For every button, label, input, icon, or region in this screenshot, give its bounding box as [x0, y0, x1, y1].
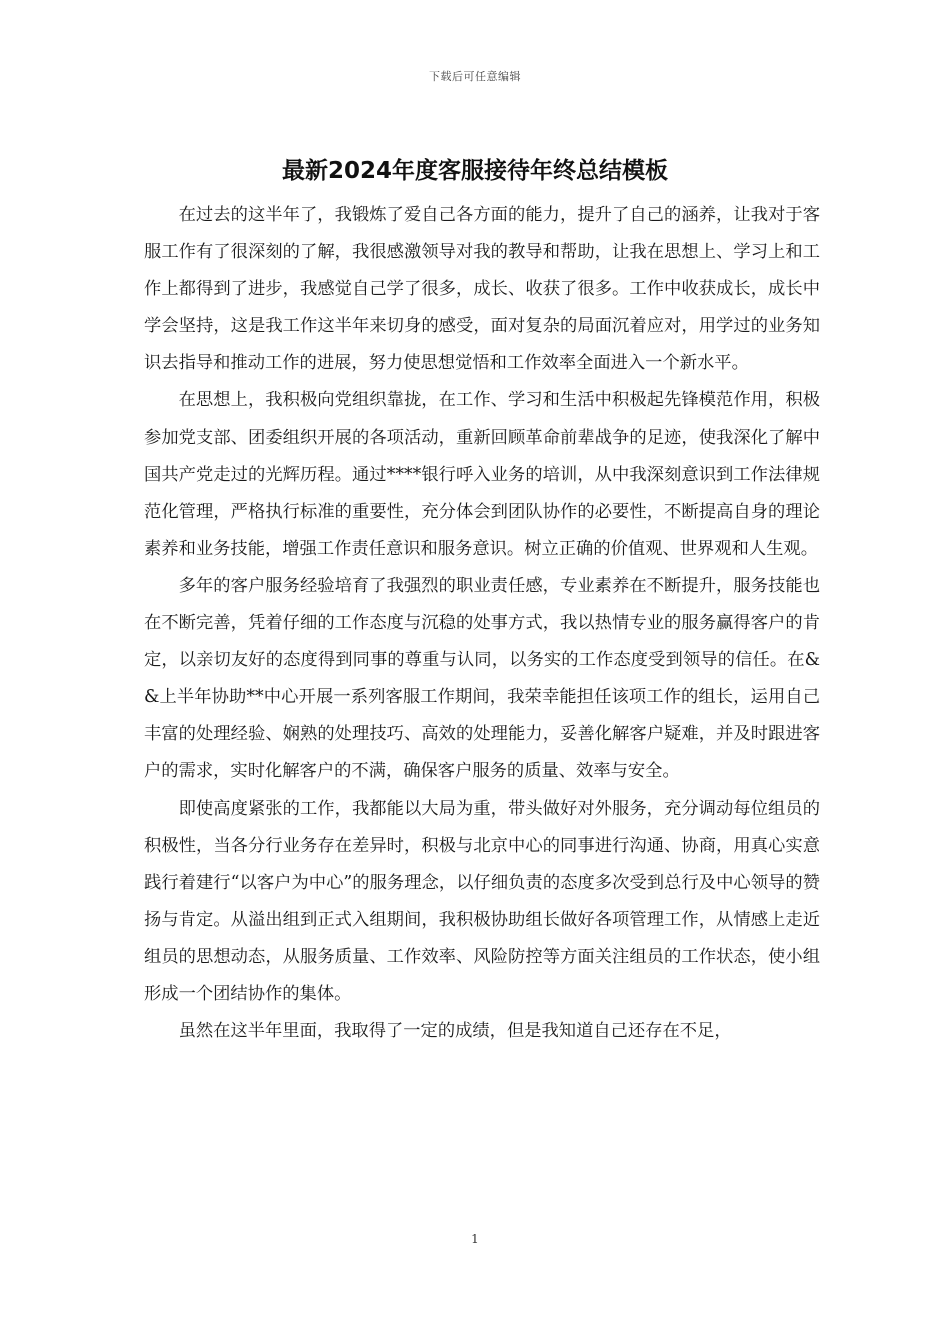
paragraph: 即使高度紧张的工作，我都能以大局为重，带头做好对外服务，充分调动每位组员的积极性，当各分行业务存在差异时，积极与北京中心的同事进行沟通、协商，用真心实意践行着建行“以客户为中心”的服务理念，以仔细负责的态度多次受到总行及中心领导的赞扬与肯定。从溢出组到正式入组期间，我积极协助组长做好各项管理工作，从情感上走近组员的思想动态，从服务质量、工作效率、风险防控等方面关注组员的工作状态，使小组形成一个团结协作的集体。: [144, 798, 820, 1004]
document-title: 最新2024年度客服接待年终总结模板: [281, 158, 668, 184]
page-number: 1: [471, 1232, 479, 1246]
paragraph: 虽然在这半年里面，我取得了一定的成绩，但是我知道自己还存在不足，: [178, 1021, 732, 1042]
paragraph: 在过去的这半年了，我锻炼了爱自己各方面的能力，提升了自己的涵养，让我对于客服工作有了很深刻的了解，我很感激领导对我的教导和帮助，让我在思想上、学习上和工作上都得到了进步，我感觉自己学了很多，成长、收获了很多。工作中收获成长，成长中学会坚持，这是我工作这半年来切身的感受，面对复杂的局面沉着应对，用学过的业务知识去指导和推动工作的进展，努力使思想觉悟和工作效率全面进入一个新水平。: [144, 205, 820, 374]
paragraph: 多年的客户服务经验培育了我强烈的职业责任感，专业素养在不断提升，服务技能也在不断完善，凭着仔细的工作态度与沉稳的处事方式，我以热情专业的服务赢得客户的肯定，以亲切友好的态度得到同事的尊重与认同，以务实的工作态度受到领导的信任。在&&上半年协助**中心开展一系列客服工作期间，我荣幸能担任该项工作的组长，运用自己丰富的处理经验、娴熟的处理技巧、高效的处理能力，妥善化解客户疑难，并及时跟进客户的需求，实时化解客户的不满，确保客户服务的质量、效率与安全。: [144, 575, 820, 782]
document-body: [144, 197, 820, 1050]
page-header: 下载后可任意编辑: [429, 70, 521, 83]
paragraph: 在思想上，我积极向党组织靠拢，在工作、学习和生活中积极起先锋模范作用，积极参加党支部、团委组织开展的各项活动，重新回顾革命前辈战争的足迹，使我深化了解中国共产党走过的光辉历程。通过****银行呼入业务的培训，从中我深刻意识到工作法律规范化管理，严格执行标准的重要性，充分体会到团队协作的必要性，不断提高自身的理论素养和业务技能，增强工作责任意识和服务意识。树立正确的价值观、世界观和人生观。: [144, 390, 820, 559]
